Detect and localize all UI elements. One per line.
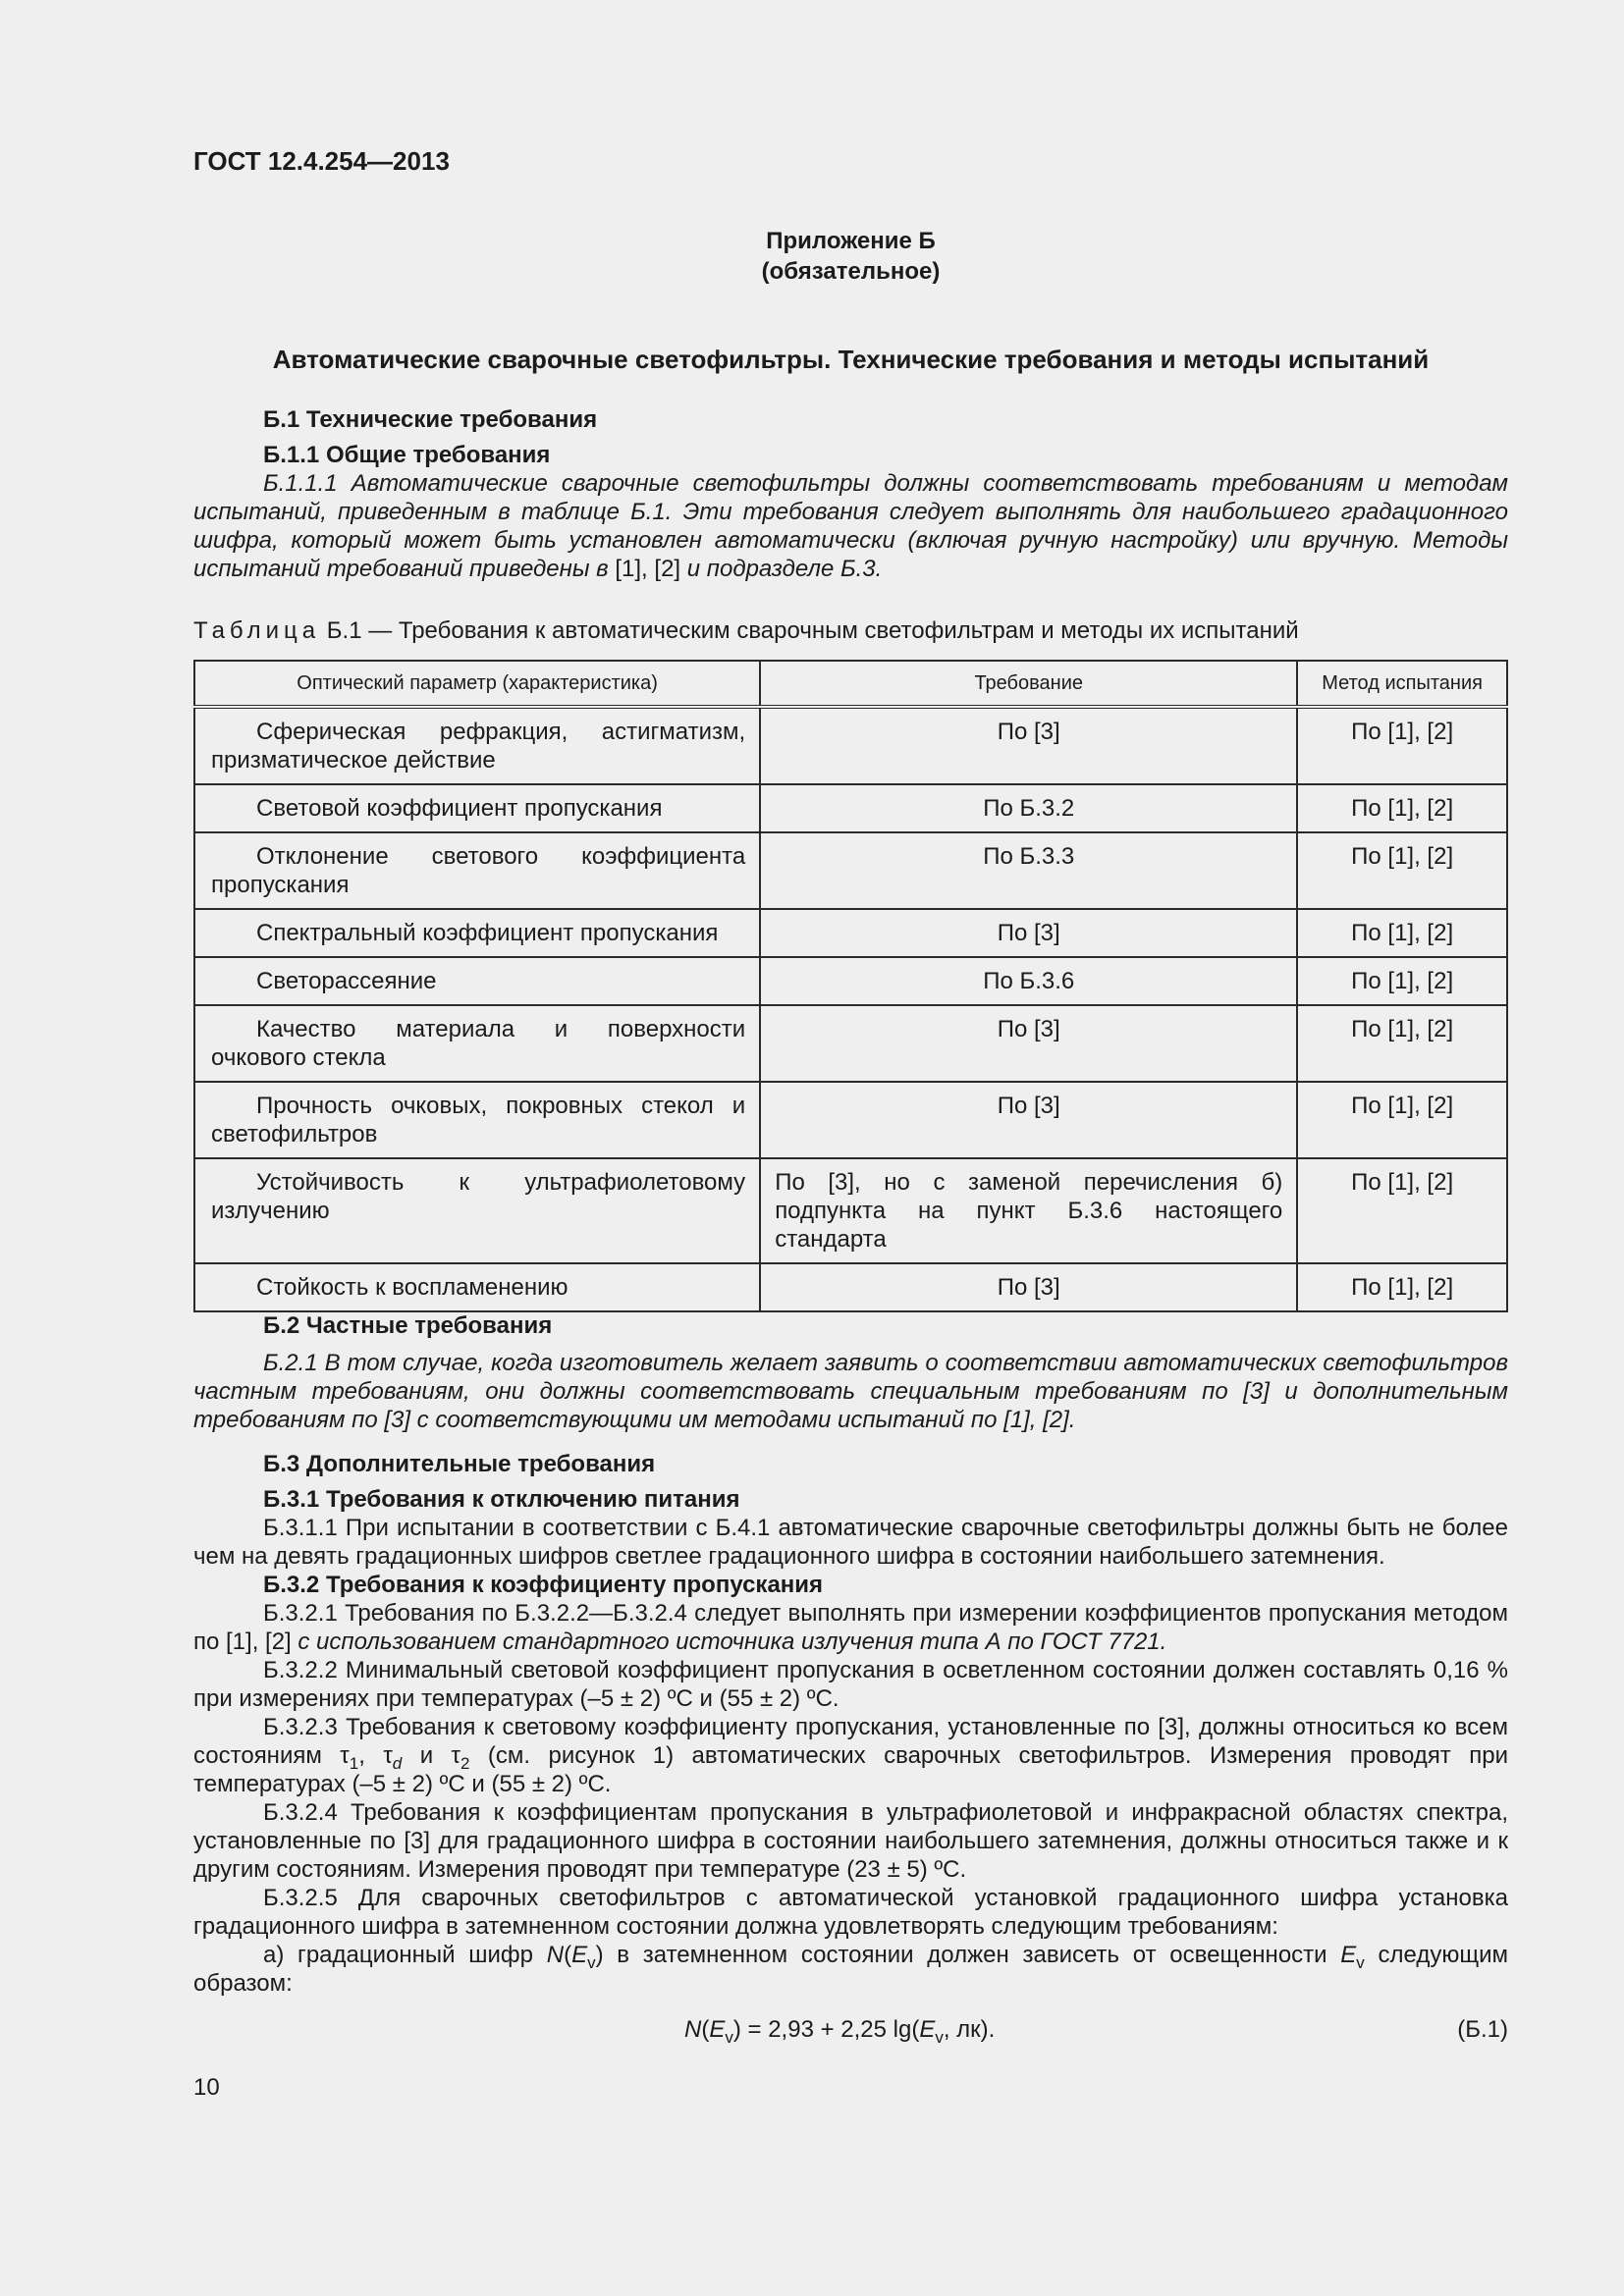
col-header: Метод испытания xyxy=(1297,661,1507,707)
caption-text: Б.1 — Требования к автоматическим сварочным светофильтрам и методы их испытаний xyxy=(326,617,1299,644)
table-row xyxy=(194,1005,1507,1082)
section-b2 xyxy=(193,1311,1508,1434)
heading-b2: Б.2 Частные требования xyxy=(263,1312,553,1339)
text-span: следующим образом: xyxy=(193,1942,1508,1997)
text-span: N xyxy=(684,2016,702,2043)
table-cell: Прочность очковых, покровных стекол и светофильтров xyxy=(194,1082,760,1158)
formula-expression xyxy=(684,2015,996,2047)
text-span: E xyxy=(571,1942,588,1968)
heading-b1: Б.1 Технические требования xyxy=(263,406,598,433)
heading-b11: Б.1.1 Общие требования xyxy=(263,442,551,468)
paragraph-b323 xyxy=(193,1713,1508,1798)
text-span: ( xyxy=(564,1942,572,1968)
text-span: E xyxy=(709,2016,726,2043)
paragraph-b321 xyxy=(193,1599,1508,1656)
subscript: 2 xyxy=(460,1753,470,1773)
paragraph-b324: Б.3.2.4 Требования к коэффициентам пропускания в ультрафиолетовой и инфракрасной областях спектра, установленные по [3] для градационного шифра в состоянии наибольшего затемнения, должны относиться также и к другим состояниям. Измерения проводят при температуре (23 ± 5) ºС. xyxy=(193,1799,1508,1883)
table-cell: По [1], [2] xyxy=(1297,1158,1507,1263)
col-header: Оптический параметр (характеристика) xyxy=(194,661,760,707)
appendix-title: Приложение Б xyxy=(766,228,936,254)
text-span: Б.1.1.1 Автоматические сварочные светофильтры должны соответствовать требованиям и методам испытаний, приведенным в таблице Б.1. Эти требования следует выполнять для наибольшего градационного шифра, который может быть установлен автоматически (включая ручную настройку) или вручную. Методы испытаний требований приведены в xyxy=(193,470,1508,582)
subscript: v xyxy=(725,2027,733,2047)
section-b3 xyxy=(193,1450,1508,1998)
table-caption xyxy=(193,616,1299,645)
table-cell: По [1], [2] xyxy=(1297,1005,1507,1082)
text-span: ) = 2,93 + 2,25 lg( xyxy=(732,2016,920,2043)
appendix-heading xyxy=(193,226,1508,287)
table-cell: Светорассеяние xyxy=(194,957,760,1005)
heading-b3: Б.3 Дополнительные требования xyxy=(263,1451,656,1477)
text-span: и подразделе Б.3. xyxy=(680,556,883,582)
table-cell: По [1], [2] xyxy=(1297,832,1507,909)
table-row xyxy=(194,1158,1507,1263)
text-span: , лк). xyxy=(943,2016,996,2043)
text-span: [1], [2] xyxy=(615,556,681,582)
page-number: 10 xyxy=(193,2074,220,2101)
text-span: с использованием стандартного источника излучения типа А по ГОСТ 7721. xyxy=(298,1629,1167,1655)
table-cell: По [3] xyxy=(760,1263,1297,1311)
table-row xyxy=(194,832,1507,909)
table-cell: По [3] xyxy=(760,1082,1297,1158)
table-row xyxy=(194,784,1507,832)
table-row xyxy=(194,1263,1507,1311)
table-row xyxy=(194,1082,1507,1158)
subscript: d xyxy=(392,1753,403,1773)
subscript: v xyxy=(1356,1952,1365,1972)
table-cell: Световой коэффициент пропускания xyxy=(194,784,760,832)
paragraph-b322: Б.3.2.2 Минимальный световой коэффициент пропускания в осветленном состоянии должен составлять 0,16 % при измерениях при температурах (–5 ± 2) ºС и (55 ± 2) ºС. xyxy=(193,1657,1508,1712)
table-cell: По Б.3.6 xyxy=(760,957,1297,1005)
paragraph-b325a xyxy=(193,1941,1508,1998)
requirements-table xyxy=(193,660,1508,1312)
table-cell: По [1], [2] xyxy=(1297,784,1507,832)
table-cell: По [3] xyxy=(760,707,1297,784)
table-cell: Отклонение светового коэффициента пропускания xyxy=(194,832,760,909)
doc-number: ГОСТ 12.4.254—2013 xyxy=(193,146,450,176)
table-cell: По Б.3.2 xyxy=(760,784,1297,832)
text-span: а) градационный шифр xyxy=(263,1942,547,1968)
table-cell: По [3], но с заменой перечисления б) подпункта на пункт Б.3.6 настоящего стандарта xyxy=(760,1158,1297,1263)
table-cell: По [1], [2] xyxy=(1297,909,1507,957)
heading-b32: Б.3.2 Требования к коэффициенту пропускания xyxy=(263,1572,824,1598)
table-cell: По [3] xyxy=(760,1005,1297,1082)
table-cell: По [1], [2] xyxy=(1297,957,1507,1005)
table-row xyxy=(194,909,1507,957)
section-b1 xyxy=(193,405,1508,583)
text-span: Б.3.2.3 Требования к световому коэффициенту пропускания, установленные по [3], должны относиться ко всем состояниям τ xyxy=(193,1714,1508,1769)
table-cell: Устойчивость к ультрафиолетовому излучению xyxy=(194,1158,760,1263)
caption-label: Таблица xyxy=(193,617,321,644)
text-span: , τ xyxy=(358,1742,393,1769)
table-cell: Спектральный коэффициент пропускания xyxy=(194,909,760,957)
table-cell: По Б.3.3 xyxy=(760,832,1297,909)
main-title: Автоматические сварочные светофильтры. Технические требования и методы испытаний xyxy=(272,345,1430,374)
paragraph-b311: Б.3.1.1 При испытании в соответствии с Б.4.1 автоматические сварочные светофильтры должны быть не более чем на девять градационных шифров светлее градационного шифра в состоянии наибольшего затемнения. xyxy=(193,1515,1508,1570)
subscript: 1 xyxy=(349,1753,359,1773)
table-row xyxy=(194,957,1507,1005)
table-row xyxy=(194,707,1507,784)
table-header-row xyxy=(194,661,1507,707)
table-cell: Стойкость к воспламенению xyxy=(194,1263,760,1311)
text-span: E xyxy=(1340,1942,1357,1968)
text-span: и τ xyxy=(402,1742,461,1769)
table-cell: Качество материала и поверхности очкового стекла xyxy=(194,1005,760,1082)
paragraph-b21: Б.2.1 В том случае, когда изготовитель желает заявить о соответствии автоматических светофильтров частным требованиям, они должны соответствовать специальным требованиям по [3] и дополнительным требованиям по [3] с соответствующими им методами испытаний по [1], [2]. xyxy=(193,1350,1508,1433)
formula-number: (Б.1) xyxy=(1457,2016,1508,2043)
table-cell: По [1], [2] xyxy=(1297,1082,1507,1158)
paragraph-b325: Б.3.2.5 Для сварочных светофильтров с автоматической установкой градационного шифра установка градационного шифра в затемненном состоянии должна удовлетворять следующим требованиям: xyxy=(193,1885,1508,1940)
appendix-status: (обязательное) xyxy=(761,258,941,285)
text-span: ( xyxy=(701,2016,710,2043)
table-cell: Сферическая рефракция, астигматизм, призматическое действие xyxy=(194,707,760,784)
subscript: v xyxy=(587,1952,596,1972)
text-span: N xyxy=(546,1942,565,1968)
table-cell: По [1], [2] xyxy=(1297,1263,1507,1311)
table-cell: По [1], [2] xyxy=(1297,707,1507,784)
subscript: v xyxy=(935,2027,944,2047)
paragraph-b111 xyxy=(193,469,1508,583)
text-span: ) в затемненном состоянии должен зависеть от освещенности xyxy=(595,1942,1341,1968)
text-span: (см. рисунок 1) автоматических сварочных светофильтров. Измерения проводят при температурах (–5 ± 2) ºС и (55 ± 2) ºС. xyxy=(193,1742,1508,1797)
col-header: Требование xyxy=(760,661,1297,707)
table-cell: По [3] xyxy=(760,909,1297,957)
heading-b31: Б.3.1 Требования к отключению питания xyxy=(263,1486,740,1513)
text-span: E xyxy=(919,2016,936,2043)
text-span: Б.3.2.1 Требования по Б.3.2.2—Б.3.2.4 следует выполнять при измерении коэффициентов пропускания методом по [1], [2] xyxy=(193,1600,1508,1655)
